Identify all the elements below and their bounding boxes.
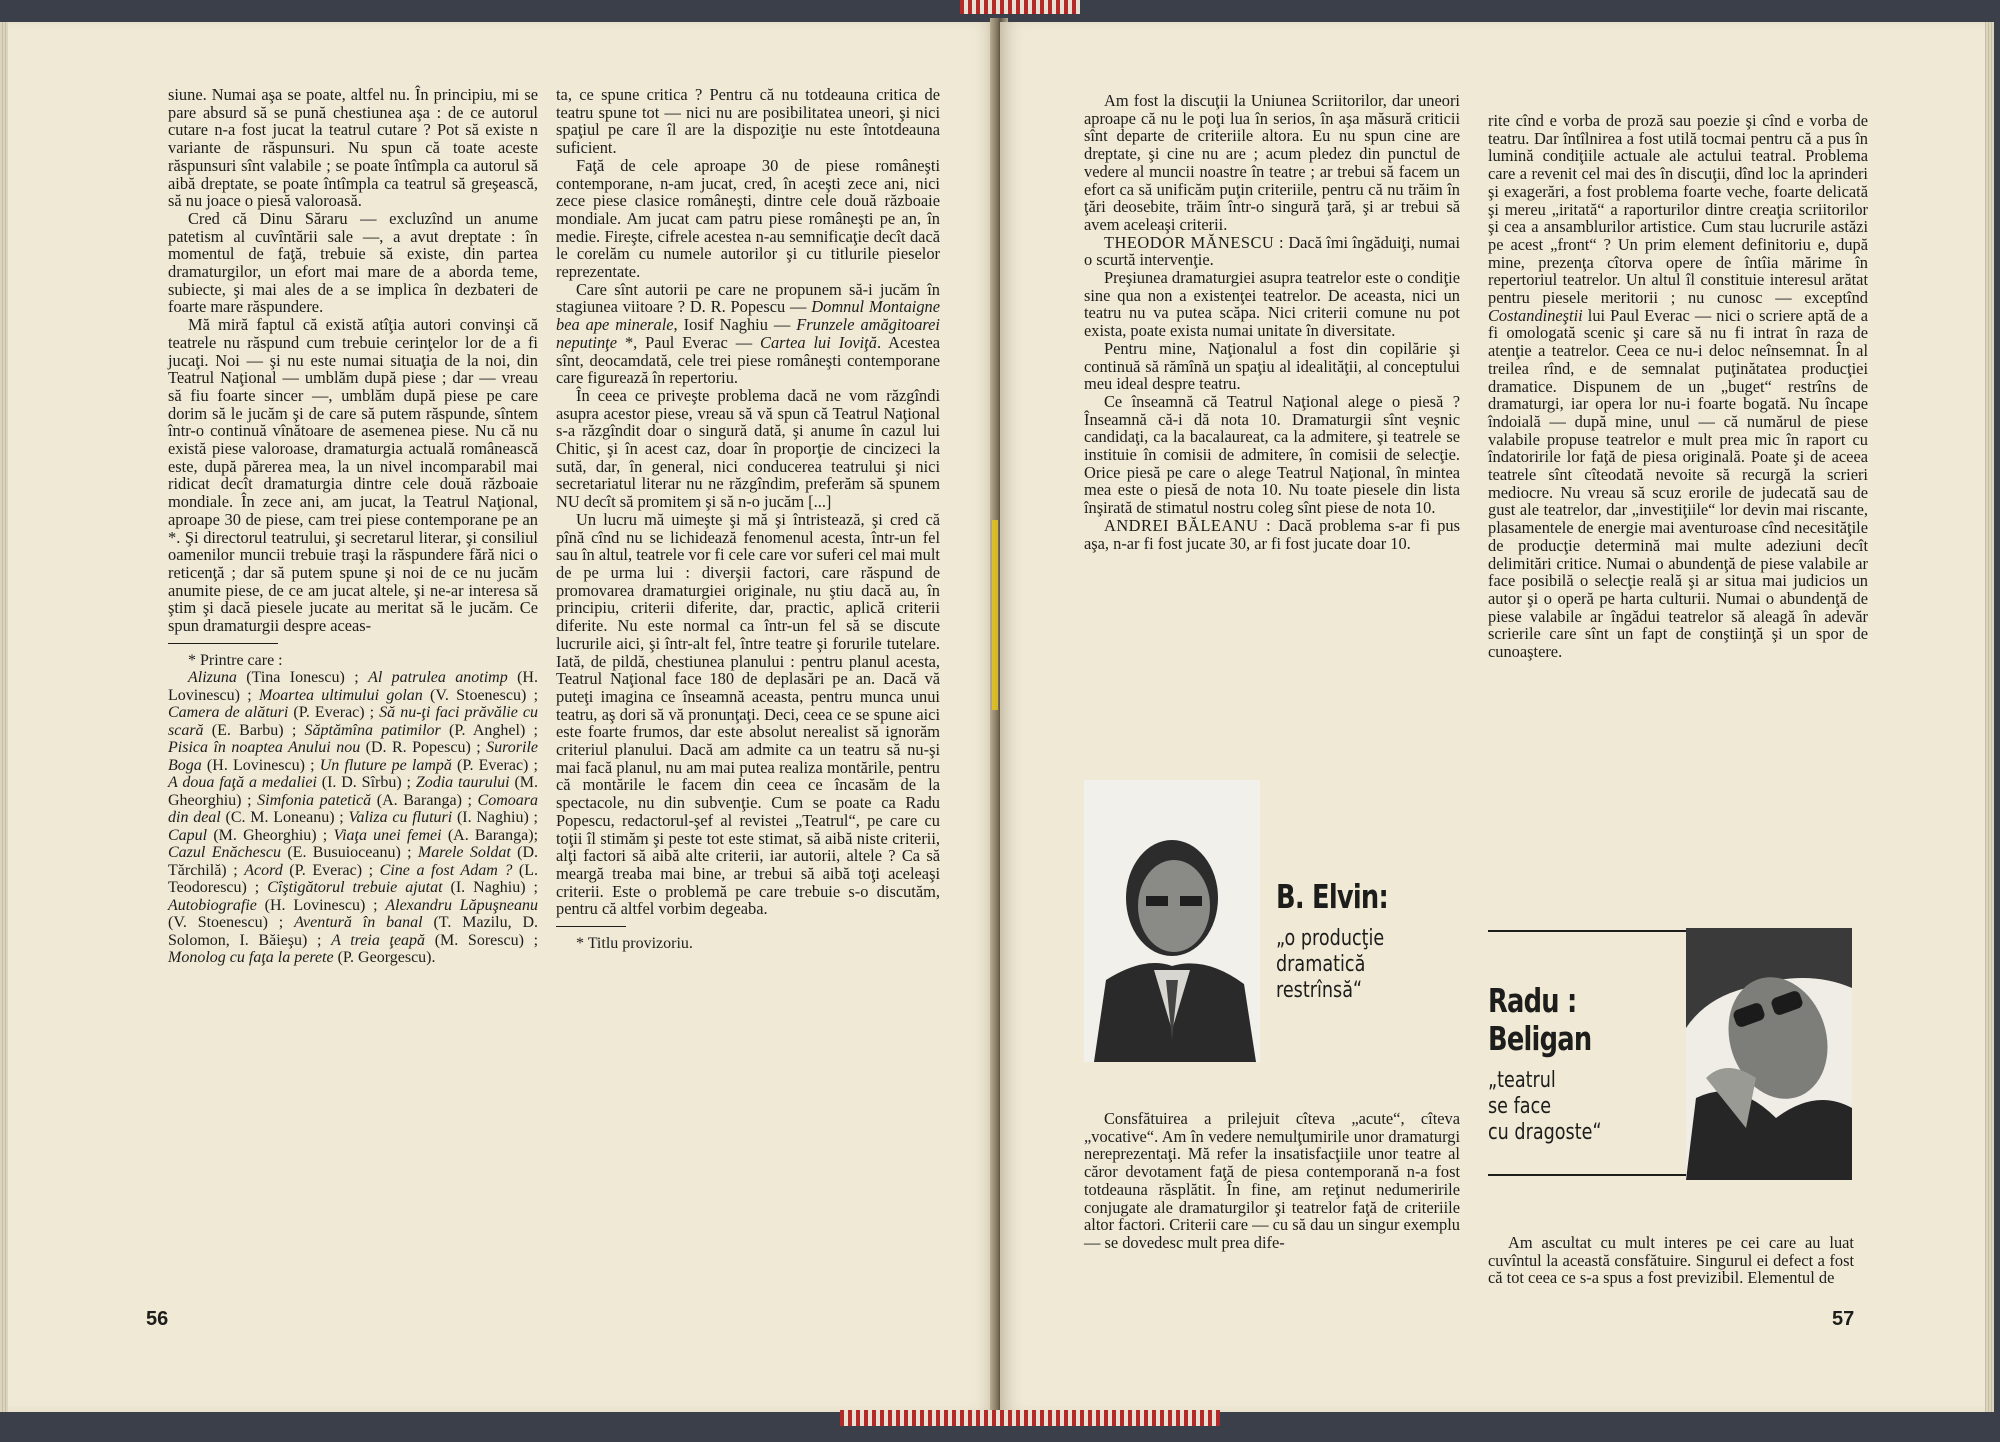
speaker-text: Dacă problema s-ar fi pus aşa, n-ar fi fost jucate 30, ar fi fost jucate doar 10. [1084,515,1460,553]
beligan-quote-line: „teatrul [1488,1068,1556,1093]
headband [960,0,1080,14]
elvin-quote-line: restrînsă“ [1276,978,1363,1003]
paragraph: siune. Numai aşa se poate, altfel nu. În principiu, mi se pare absurd să se pună chestiunea aşa : de ce autorul cutare n-a fost jucat la teatrul cutare ? Pot să existe n variante de răspunsuri. Nu spun că toate aceste răspunsuri sînt valabile ; se poate întîmpla ca autorul să aibă dreptate, se poate întîmpla ca teatrul să greşească, să nu joace o piesă valoroasă. [168,85,538,211]
left-col-2 [556,86,940,953]
elvin-photo [1084,780,1260,1062]
paragraph: ta, ce spune critica ? Pentru că nu totdeauna critica de teatru spune tot — nici nu are posibilitatea uneori, şi nici spaţiul pe care îl are la dispoziţie nu este întotdeauna suficient. [556,85,940,158]
paragraph: rite cînd e vorba de proză sau poezie şi cînd e vorba de teatru. Dar întîlnirea a fost utilă tocmai pentru că a pus în lumină condiţiile actuale ale actului teatral. Problema care a revenit cel mai des în discuţii, dînd loc la aprinderi şi exagerări, a fost problema foarte veche, foarte delicată şi mereu „iritată“ a raporturilor dintre creaţia scriitorilor şi cea a ansamblurilor artistice. Cum stau lucrurile astăzi pe acest „front“ ? Un prim element definitoriu e, după mine, prezenţa cîtorva opere de întîia mărime în repertoriul teatrelor. Un altul îl constituie interesul arătat pentru piesele meritorii ; nu cunosc — exceptînd Costandineştii lui Paul Everac — nici o scriere aptă de a fi omologată scenic şi care să nu fi intrat în raza de atenţie a teatrelor. Ceea ce nu-i deloc neînsemnat. În al treilea rînd, e de semnalat puţinătatea producţiei dramatice. Dispunem de un „buget“ restrîns de dramaturgi, iar opera lor nu-i foarte bogată. Nu încape îndoială — după mine, unul — că numărul de piese valabile propuse teatrelor e mult prea mic în raport cu îndatoririle lor faţă de piesa originală. Poate şi de aceea teatrele sînt cîteodată nevoite să recurgă la scrieri mediocre. Nu vreau să scuz erorile de judecată sau de gust ale teatrelor, dar „investiţiile“ lor devin mai riscante, plasamentele de energie mai aventuroase cînd necesităţile de producţie determină mai multe adeziuni decît delimitări critice. Numai o abundenţă de piese valabile ar face posibilă o selecţie reală şi ar situa mai judicios un autor şi o operă pe harta culturii. Numai o abundenţă de piese valabile ar îngădui teatrelor să aleagă în adevăr scrierile care sînt un fapt de conştiinţă şi un spor de cunoaştere. [1488,111,1868,662]
beligan-quote-line: se face [1488,1094,1552,1119]
elvin-name: B. Elvin: [1276,877,1388,916]
elvin-text [1084,1110,1460,1252]
paragraph: Faţă de cele aproape 30 de piese româneşti contemporane, n-am jucat, cred, în aceşti zece ani, nici zece piese clasice româneşti, dintre cele două războaie mondiale. Am jucat cam patru piese româneşti pe an, în medie. Fireşte, cifrele acestea n-au semnificaţie decît dacă le corelăm cu numele autorilor şi cu titlurile pieselor reprezentate. [556,155,940,282]
footband [840,1410,1220,1426]
beligan-caption [1488,982,1688,1146]
paragraph: Mă miră faptul că există atîţia autori convinşi că teatrele nu răspund cum trebuie cerinţelor lor de a fi jucaţi. Noi — şi nu este numai situaţia de la noi, din Teatrul Naţional — umblăm după piese ; dar — vreau să fiu foarte sincer —, umblăm după piese pe care dorim să le jucăm şi de care să putem răspunde, sîntem într-o continuă vînătoare de asemenea piese. Nu că nu există piese valoroase, dramaturgia actuală românească este, după părerea mea, la un nivel incomparabil mai ridicat decît dramaturgia dintre cele două războaie mondiale. În zece ani, am jucat, la Teatrul Naţional, aproape 30 de piese, cam trei piese contemporane pe an *. Şi directorul teatrului, şi secretarul literar, şi consiliul oamenilor muncii trebuie traşi la răspundere fără nici o reticenţă ; dar să putem spune şi noi de ce nu jucăm anumite piese, de ce am jucat altele, şi ne-ar interesa să ştim şi dacă piesele jucate au meritat să le jucăm. Ce spun dramaturgii despre aceas- [168,315,538,636]
elvin-caption [1276,878,1406,1004]
speaker-text: Dacă îmi îngăduiţi, numai o scurtă intervenţie. [1084,232,1460,270]
paragraph: Ce înseamnă că Teatrul Naţional alege o piesă ? Înseamnă că-i dă nota 10. Dramaturgii sînt veşnic candidaţi, ca la bacalaureat, ca la admitere, şi teatrele se instituie în comisii de admitere, în comisii de selecţie. Orice piesă pe care o alege Teatrul Naţional, în mintea mea este o piesă de nota 10. Nu toate piesele din lista înşirată de stimatul nostru coleg sînt piese de nota 10. [1084,391,1460,518]
speaker-name: ANDREI BĂLEANU : [1104,515,1272,535]
left-col-1 [168,86,538,967]
rule [1488,1174,1688,1176]
paragraph: Un lucru mă uimeşte şi mă şi întristează, şi cred că pînă cînd nu se lichidează fenomenul acesta, într-un fel sau în altul, teatrele vor fi cele care vor suferi cel mai mult de pe urma lui : diverşii factori, care răspund de promovarea dramaturgiei originale, nu ştiu dacă au, în principiu, criterii diferite, dar, practic, aplică criterii diferite. Nu este normal ca într-un fel să se discute lucrurile aici, şi într-alt fel, între teatre şi forurile tutelare. Iată, de pildă, chestiunea planului : pentru planul acesta, Teatrul Naţional face 180 de deplasări pe an. Dacă vă puteţi imagina ce înseamnă aceasta, pentru munca unui teatru, aş dori să vă pronunţaţi. Deci, ceea ce se spune aici este foarte frumos, dar este absolut nerealist să ignorăm criteriul planului. Dacă am admite ca un teatru să nu-şi mai facă planul, nu am mai putea realiza montările, pentru că montările le facem din ceea ce încasăm de la spectacole, nu din subvenţie. Cum se poate ca Radu Popescu, redactorul-şef al revistei „Teatrul“, pe care cu toţii îl stimăm şi peste tot este stimat, să aibă niste criterii, alţi factori să aibă alte criterii, iar autorii, altele ? Ca să meargă treaba mai bine, ar trebui să aibă toţi aceleaşi criterii. Este o problemă pe care trebuie s-o discutăm, pentru că altfel vorbim degeaba. [556,509,940,919]
elvin-quote-line: „o producţie [1276,926,1385,951]
paragraph [1084,517,1460,552]
paragraph: Am ascultat cu mult interes pe cei care au luat cuvîntul la această consfătuire. Singurul ei defect a fost că tot ceea ce s-a spus a fost previzibil. Elementul de [1488,1233,1854,1288]
beligan-photo [1686,928,1852,1180]
paragraph [1084,234,1460,269]
footnote-rule [556,926,626,927]
left-page [8,22,996,1412]
page-number: 57 [1832,1308,1855,1330]
speaker-name: THEODOR MĂNESCU : [1104,232,1285,252]
paragraph: Pentru mine, Naţionalul a fost din copilărie şi continuă să rămînă un spaţiu al idealităţii, al conceptului meu ideal despre teatru. [1084,338,1460,394]
paragraph: Care sînt autorii pe care ne propunem să-i jucăm în stagiunea viitoare ? D. R. Popescu — Domnul Montaigne bea ape minerale, Iosif Naghiu — Frunzele amăgitoarei neputinţe *, Paul Everac — Cartea lui Ioviţă. Acestea sînt, deocamdată, cele trei piese româneşti contemporane care figurează în repertoriu. [556,279,940,388]
paragraph: În ceea ce priveşte problema dacă ne vom răzgîndi asupra acestor piese, vreau să vă spun că Teatrul Naţional s-a răzgîndit doar o singură dată, şi anume în cazul lui Chitic, şi în acest caz, doar în proporţie de cincizeci la sută, dar, în general, nici conducerea teatrului şi nici secretariatul literar nu ne răzgîndim, preferăm să spunem NU decît să promitem şi să n-o jucăm [...] [556,385,940,512]
footnote-rule [168,643,278,644]
elvin-quote-line: dramatică [1276,952,1366,977]
beligan-text [1488,1234,1854,1287]
page-number: 56 [146,1308,169,1330]
right-page [1000,22,1985,1412]
footnote-body: Alizuna (Tina Ionescu) ; Al patrulea anotimp (H. Lovinescu) ; Moartea ultimului golan (V. Stoenescu) ; Camera de alături (P. Everac) ; Să nu-ţi faci prăvălie cu scară (E. Barbu) ; Săptămîna patimilor (P. Anghel) ; Pisica în noaptea Anului nou (D. R. Popescu) ; Surorile Boga (H. Lovinescu) ; Un fluture pe lampă (P. Everac) ; A doua faţă a medaliei (I. D. Sîrbu) ; Zodia taurului (M. Gheorghiu) ; Simfonia patetică (A. Baranga) ; Comoara din deal (C. M. Loneanu) ; Valiza cu fluturi (I. Naghiu) ; Capul (M. Gheorghiu) ; Viaţa unei femei (A. Baranga); Cazul Enăchescu (E. Busuioceanu) ; Marele Soldat (D. Tărchilă) ; Acord (P. Everac) ; Cine a fost Adam ? (L. Teodorescu) ; Cîştigătorul trebuie ajutat (I. Naghiu) ; Autobiografie (H. Lovinescu) ; Alexandru Lăpuşneanu (V. Stoenescu) ; Aventură în banal (T. Mazilu, D. Solomon, I. Băieşu) ; A treia ţeapă (M. Sorescu) ; Monolog cu faţa la perete (P. Georgescu). [168,669,539,967]
right-col-1 [1084,92,1460,552]
right-col-2 [1488,112,1868,661]
paragraph: Preşiunea dramaturgiei asupra teatrelor este o condiţie sine qua non a existenţei teatrelor. De aceasta, nici un teatru nu va putea scăpa. Nici criterii comune nu pot exista, poate exista numai unitate în diversitate. [1084,268,1460,341]
paragraph: Cred că Dinu Săraru — excluzînd un anume patetism al cuvîntării sale —, a avut dreptate : în momentul de faţă, trebuie să existe, din partea dramaturgilor, un efort mai mare de a aborda teme, subiecte, şi mai ales de a se implica în dezbateri de foarte mare răspundere. [168,208,538,317]
footnote-marker: * Printre care : [188,651,283,669]
footnote [556,935,940,953]
beligan-name-line: Beligan [1488,1019,1592,1058]
bookmark-strip [992,520,998,710]
paragraph: Am fost la discuţii la Uniunea Scriitorilor, dar uneori aproape că nu le poţi lua în serios, în aşa măsură criticii sînt departe de criteriile altora. Eu nu spun cine are dreptate, şi cine nu are ; acum pledez din punctul de vedere al muncii noastre în teatre ; ar trebui să facem un efort ca să unificăm puţin criteriile, pentru că nu trăim în ţări deosebite, trăim într-o singură ţară, şi ar trebui să avem aceleaşi criterii. [1084,91,1460,234]
footnote-body: * Titlu provizoriu. [576,935,693,953]
beligan-name-line: Radu : [1488,981,1577,1020]
paragraph: Consfătuirea a prilejuit cîteva „acute“, cîteva „vocative“. Am în vedere nemulţumirile unor dramaturgi nereprezentaţi. Mă refer la insatisfacţiile unor teatre al căror devotament faţă de piesa contemporană n-a fost totdeauna răsplătit. În fine, am reţinut nedumeririle conjugate ale dramaturgilor şi teatrelor faţă de criteriile altor factori. Criterii care — cu să dau un singur exemplu — se dovedesc mult prea dife- [1084,1109,1460,1252]
beligan-quote-line: cu dragoste“ [1488,1120,1602,1145]
footnote [168,652,538,967]
rule [1488,930,1688,932]
